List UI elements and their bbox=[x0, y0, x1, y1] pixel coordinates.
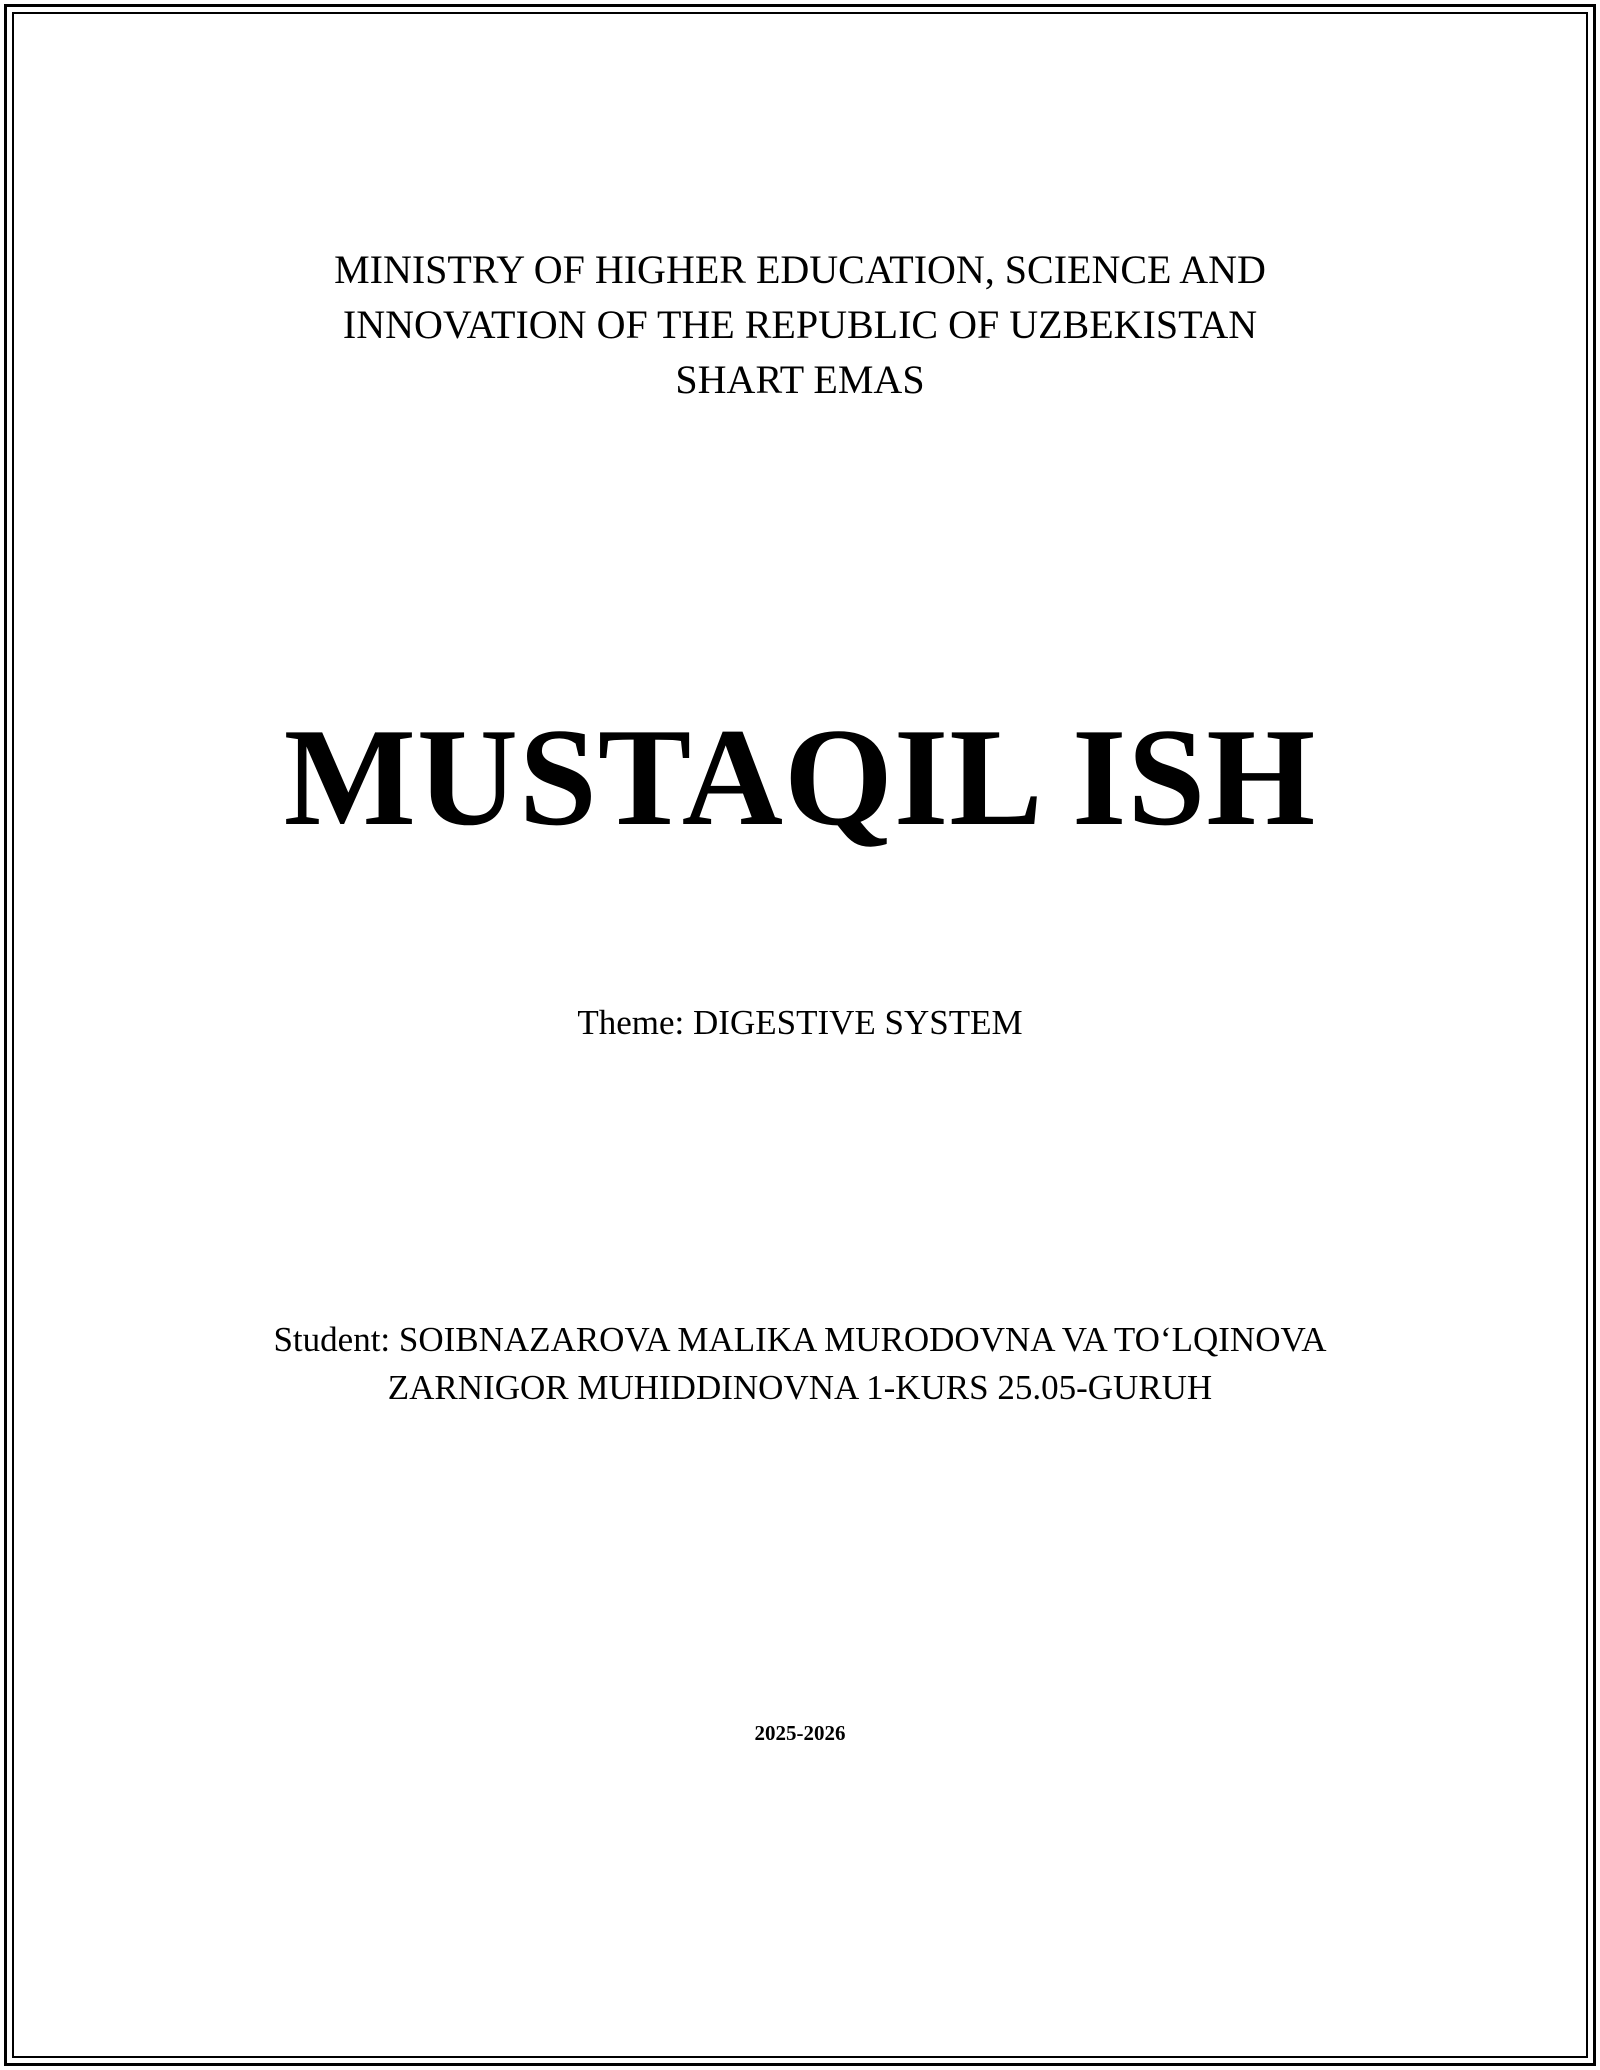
student-line-2: ZARNIGOR MUHIDDINOVNA 1-KURS 25.05-GURUH bbox=[387, 1368, 1213, 1407]
ministry-line-3: SHART EMAS bbox=[675, 357, 925, 402]
document-title: MUSTAQIL ISH bbox=[283, 700, 1317, 855]
ministry-line-1: MINISTRY OF HIGHER EDUCATION, SCIENCE AND bbox=[334, 247, 1266, 292]
student-line-1: Student: SOIBNAZAROVA MALIKA MURODOVNA VA TO‘LQINOVA bbox=[273, 1320, 1327, 1359]
academic-year: 2025-2026 bbox=[754, 1721, 846, 1745]
ministry-line-2: INNOVATION OF THE REPUBLIC OF UZBEKISTAN bbox=[342, 302, 1258, 347]
theme-line: Theme: DIGESTIVE SYSTEM bbox=[577, 1003, 1023, 1042]
